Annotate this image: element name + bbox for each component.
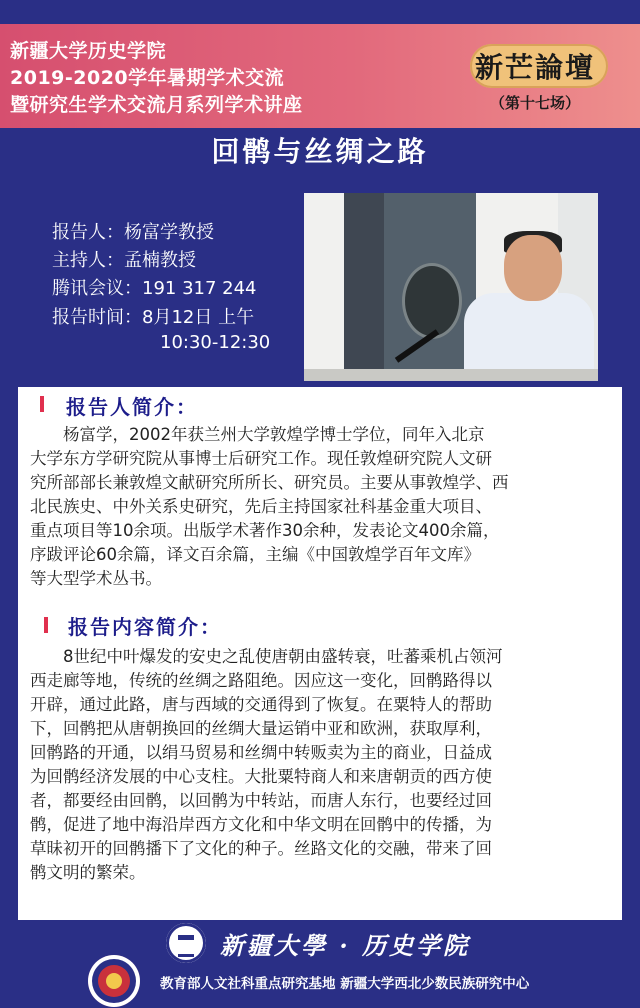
footer-research-base: 教育部人文社科重点研究基地 新疆大学西北少数民族研究中心: [160, 976, 530, 992]
speaker-photo: [304, 193, 598, 381]
abstract-line: 回鹘路的开通，以绢马贸易和丝绸中转贩卖为主的商业，日益成: [30, 743, 492, 762]
bio-line: 北民族史、中外关系史研究，先后主持国家社科基金重大项目、: [30, 497, 492, 516]
abstract-line: 草昧初开的回鹘播下了文化的种子。丝路文化的交融，带来了回: [30, 839, 492, 858]
abstract-line: 西走廊等地，传统的丝绸之路阻绝。因应这一变化，回鹘路得以: [30, 671, 492, 690]
info-speaker: 报告人：杨富学教授: [52, 222, 214, 243]
research-center-emblem-icon: [88, 955, 140, 1007]
top-band: [0, 0, 640, 24]
footer-school-name: 新疆大學 · 历史学院: [220, 931, 471, 960]
header-academic-year: 2019-2020学年暑期学术交流: [10, 67, 285, 89]
abstract-line: 鹘，促进了地中海沿岸西方文化和中华文明在回鹘中的传播，为: [30, 815, 492, 834]
abstract-line: 下，回鹘把从唐朝换回的丝绸大量运销中亚和欧洲，获取厚利，: [30, 719, 492, 738]
abstract-heading: 报告内容简介：: [68, 615, 222, 639]
bio-heading: 报告人简介：: [66, 395, 198, 419]
abstract-marker: [44, 617, 48, 633]
bio-line: 杨富学，2002年获兰州大学敦煌学博士学位，同年入北京: [63, 425, 485, 444]
abstract-line: 8世纪中叶爆发的安史之乱使唐朝由盛转衰，吐蕃乘机占领河: [63, 647, 503, 666]
bio-line: 究所部部长兼敦煌文献研究所所长、研究员。主要从事敦煌学、西: [30, 473, 509, 492]
info-meeting: 腾讯会议：191 317 244: [52, 278, 257, 299]
abstract-text: [30, 645, 610, 885]
bio-line: 序跋评论60余篇，译文百余篇，主编《中国敦煌学百年文库》: [30, 545, 480, 564]
header-series: 暨研究生学术交流月系列学术讲座: [10, 94, 303, 116]
abstract-line: 为回鹘经济发展的中心支柱。大批粟特商人和来唐朝贡的西方使: [30, 767, 492, 786]
content-panel: [18, 387, 622, 920]
university-logo-icon: [166, 923, 206, 963]
info-time: 报告时间：8月12日 上午: [52, 307, 255, 328]
header-school: 新疆大学历史学院: [10, 40, 167, 62]
info-host: 主持人：孟楠教授: [52, 250, 196, 271]
bio-line: 等大型学术丛书。: [30, 569, 162, 588]
abstract-line: 鹘文明的繁荣。: [30, 863, 146, 882]
abstract-line: 者，都要经由回鹘，以回鹘为中转站，而唐人东行，也要经过回: [30, 791, 492, 810]
abstract-line: 开辟，通过此路，唐与西域的交通得到了恢复。在粟特人的帮助: [30, 695, 492, 714]
bio-text: [30, 423, 610, 591]
lecture-title: 回鹘与丝绸之路: [211, 135, 429, 168]
forum-brand-title: 新芒論壇: [474, 51, 595, 84]
bio-line: 重点项目等10余项。出版学术著作30余种，发表论文400余篇，: [30, 521, 500, 540]
forum-session: （第十七场）: [489, 94, 580, 112]
bio-line: 大学东方学研究院从事博士后研究工作。现任敦煌研究院人文研: [30, 449, 492, 468]
info-time-range: 10:30-12:30: [160, 332, 271, 353]
bio-marker: [40, 396, 44, 412]
